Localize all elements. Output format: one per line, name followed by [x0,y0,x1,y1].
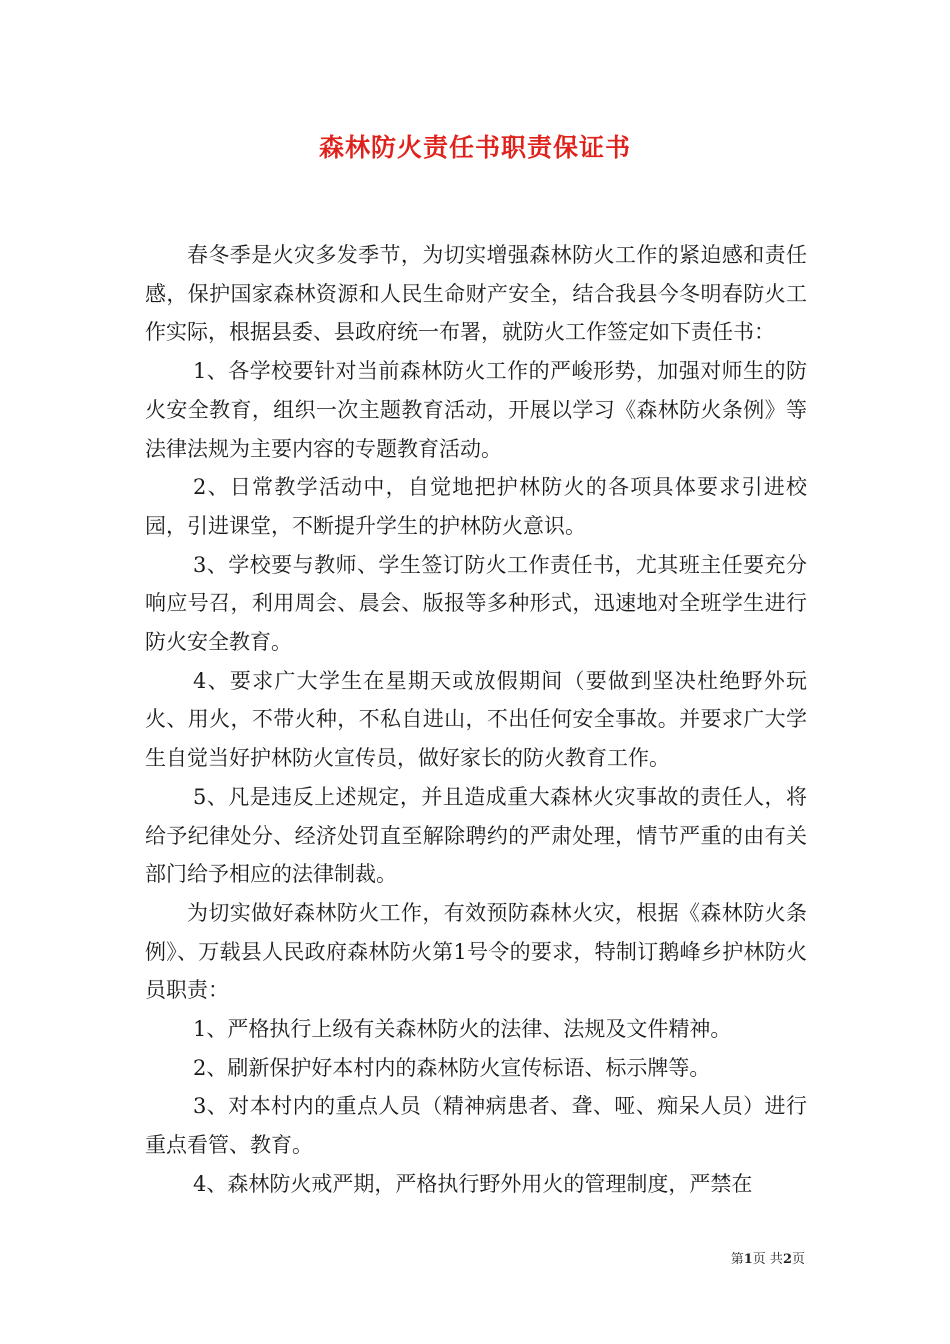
footer-current-page: 1 [743,1252,753,1267]
paragraph-duty-1: 1、严格执行上级有关森林防火的法律、法规及文件精神。 [193,1017,732,1042]
paragraph-item-2: 2、日常教学活动中，自觉地把护林防火的各项具体要求引进校园，引进课堂，不断提升学生的护林防火意识。 [145,475,807,538]
footer-total-pages: 2 [782,1252,792,1267]
paragraph-item-4: 4、要求广大学生在星期天或放假期间（要做到坚决杜绝野外玩火、用火，不带火种，不私自进山，不出任何安全事故。并要求广大学生自觉当好护林防火宣传员，做好家长的防火教育工作。 [145,668,807,771]
document-title: 森林防火责任书职责保证书 [318,133,631,162]
paragraph-duties-intro: 为切实做好森林防火工作，有效预防森林火灾，根据《森林防火条例》、万载县人民政府森林防火第1号令的要求，特制订鹅峰乡护林防火员职责： [145,900,807,1003]
paragraph-item-3: 3、学校要与教师、学生签订防火工作责任书，尤其班主任要充分响应号召，利用周会、晨会、版报等多种形式，迅速地对全班学生进行防火安全教育。 [145,552,807,655]
footer-prefix: 第 [730,1252,744,1267]
paragraph-duty-4: 4、森林防火戒严期，严格执行野外用火的管理制度，严禁在 [193,1171,753,1196]
paragraph-item-1: 1、各学校要针对当前森林防火工作的严峻形势，加强对师生的防火安全教育，组织一次主题教育活动，开展以学习《森林防火条例》等法律法规为主要内容的专题教育活动。 [145,359,807,461]
paragraph-duty-2: 2、刷新保护好本村内的森林防火宣传标语、标示牌等。 [193,1055,711,1080]
paragraph-intro: 春冬季是火灾多发季节，为切实增强森林防火工作的紧迫感和责任感，保护国家森林资源和人民生命财产安全，结合我县今冬明春防火工作实际，根据县委、县政府统一布署，就防火工作签定如下责任书： [145,243,807,345]
document-body [145,236,807,1204]
page-number-footer [731,1248,805,1267]
paragraph-item-5: 5、凡是违反上述规定，并且造成重大森林火灾事故的责任人，将给予纪律处分、经济处罚直至解除聘约的严肃处理，情节严重的由有关部门给予相应的法律制裁。 [145,784,807,887]
footer-middle: 页 共 [752,1252,783,1267]
footer-suffix: 页 [791,1252,805,1267]
paragraph-duty-3: 3、对本村内的重点人员（精神病患者、聋、哑、痴呆人员）进行重点看管、教育。 [145,1094,807,1158]
